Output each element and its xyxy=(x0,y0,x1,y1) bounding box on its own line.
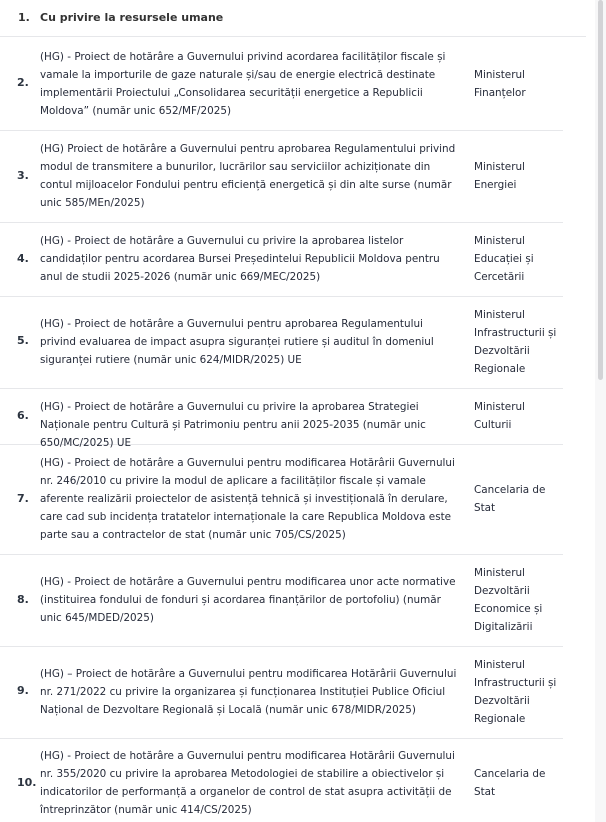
row-description: (HG) Proiect de hotărâre a Guvernului pentru aprobarea Regulamentului privind modul de transmitere a bunurilor, lucrărilor sau serviciilor achiziționate din contul mijloacelor Fondului pentru eficiență energetică și din alte surse (număr unic 585/MEn/2025) xyxy=(40,143,456,209)
row-description: (HG) - Proiect de hotărâre a Guvernului privind acordarea facilităților fiscale și vamale la importurile de gaze naturale și/sau de energie electrică destinate implementării Proiectului „Consolidarea securității energetice a Republicii Moldova” (număr unic 652/MF/2025) xyxy=(40,51,446,117)
table-row xyxy=(0,739,563,822)
table-row xyxy=(0,647,563,739)
row-description: (HG) - Proiect de hotărâre a Guvernului pentru modificarea Hotărârii Guvernului nr. 246/2010 cu privire la modul de aplicare a facilităților fiscale și vamale aferente realizării proiectelor de asistență tehnică și investițională în derulare, care cad sub incidența tratatelor internaționale la care Republica Moldova este parte sau a contractelor de stat (număr unic 705/CS/2025) xyxy=(40,457,455,541)
row-ministry: Ministerul Dezvoltării Economice și Digitalizării xyxy=(474,567,543,633)
row-ministry: Cancelaria de Stat xyxy=(474,484,546,514)
section-title: Cu privire la resursele umane xyxy=(40,11,224,24)
row-description: (HG) - Proiect de hotărâre a Guvernului pentru aprobarea Regulamentului privind evaluarea de impact asupra siguranței rutiere și auditul în domeniul siguranței rutiere (număr unic 624/MIDR/2025) UE xyxy=(40,318,434,366)
table-row xyxy=(0,555,563,647)
row-ministry: Ministerul Infrastructurii și Dezvoltării Regionale xyxy=(474,309,557,375)
row-ministry: Cancelaria de Stat xyxy=(474,768,546,798)
row-ministry: Ministerul Finanțelor xyxy=(474,69,526,99)
row-number: 7. xyxy=(17,492,29,505)
row-description: (HG) - Proiect de hotărâre a Guvernului pentru modificarea Hotărârii Guvernului nr. 355/2020 cu privire la aprobarea Metodologiei de stabilire a obiectivelor și indicatorilor de performanță a organelor de control de stat asupra activității de întreprinzător (număr unic 414/CS/2025) xyxy=(40,750,455,816)
row-description: (HG) - Proiect de hotărâre a Guvernului cu privire la aprobarea listelor candidaților pentru acordarea Bursei Președintelui Republicii Moldova pentru anul de studii 2025-2026 (număr unic 669/MEC/2025) xyxy=(40,235,440,283)
row-ministry: Ministerul Infrastructurii și Dezvoltării Regionale xyxy=(474,659,557,725)
row-ministry: Ministerul Educației și Cercetării xyxy=(474,235,534,283)
table-row xyxy=(0,445,563,555)
row-description: (HG) - Proiect de hotărâre a Guvernului cu privire la aprobarea Strategiei Naționale pentru Cultură și Patrimoniu pentru anii 2025-2035 (număr unic 650/MC/2025) UE xyxy=(40,401,426,449)
table-row xyxy=(0,131,563,223)
row-number: 8. xyxy=(17,593,29,606)
row-number: 5. xyxy=(17,334,29,347)
table-row xyxy=(0,223,563,297)
row-ministry: Ministerul Energiei xyxy=(474,161,525,191)
table-row xyxy=(0,37,563,131)
row-number: 9. xyxy=(17,684,29,697)
section-number: 1. xyxy=(18,11,30,24)
row-description: (HG) – Proiect de hotărâre a Guvernului pentru modificarea Hotărârii Guvernului nr. 271/2022 cu privire la organizarea și funcționarea Instituției Publice Oficiul Național de Dezvoltare Regională și Locală (număr unic 678/MIDR/2025) xyxy=(40,668,457,716)
table-row xyxy=(0,297,563,389)
scrollbar-thumb[interactable] xyxy=(598,0,603,380)
row-number: 6. xyxy=(17,409,29,422)
row-number: 4. xyxy=(17,252,29,265)
section-header xyxy=(0,0,586,37)
row-number: 2. xyxy=(17,76,29,89)
row-description: (HG) - Proiect de hotărâre a Guvernului pentru modificarea unor acte normative (instituirea fondului de fonduri și acordarea finanțărilor de portofoliu) (număr unic 645/MDED/2025) xyxy=(40,576,456,624)
table-row xyxy=(0,389,563,449)
row-number: 3. xyxy=(17,169,29,182)
row-ministry: Ministerul Culturii xyxy=(474,401,525,431)
row-number: 10. xyxy=(17,776,37,789)
